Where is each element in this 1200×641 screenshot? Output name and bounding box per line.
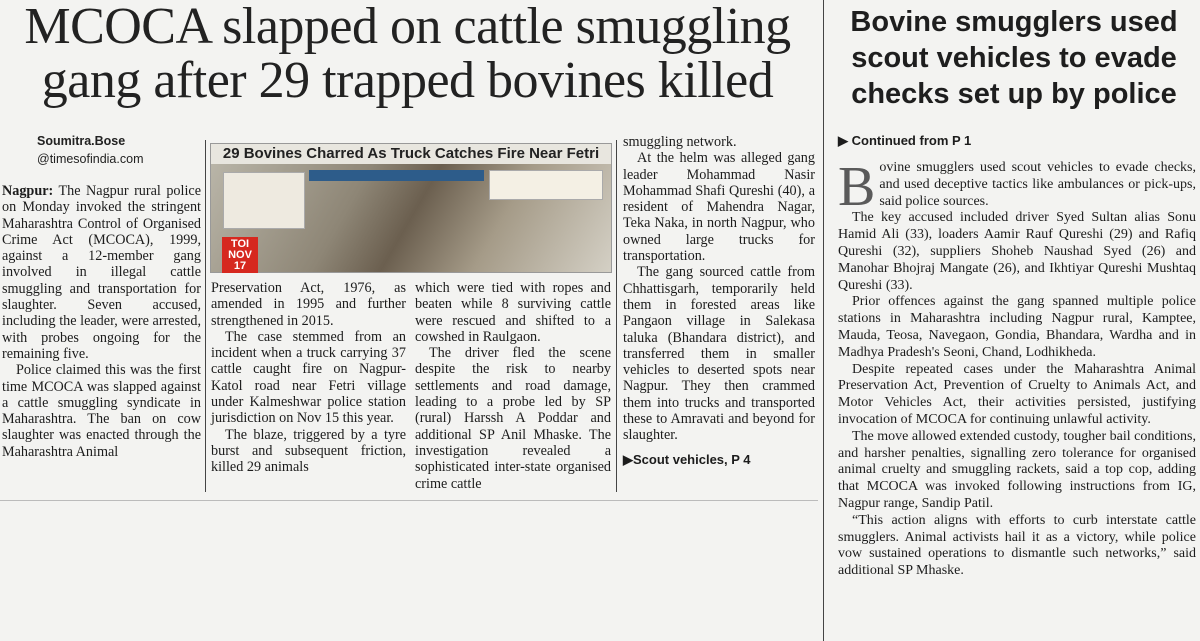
right-headline-line-1: Bovine smugglers used xyxy=(850,6,1178,38)
badge-month: NOV xyxy=(228,249,252,261)
photo-inset-caption xyxy=(223,172,305,229)
left-column-3 xyxy=(415,280,611,492)
paragraph: The gang sourced cattle from Chhattisgarh, temporarily held them in forested areas like Pangaon village in Salekasa taluka (Bhandara district), and transferred them in smaller vehicles to deserted spots near Nagpur. They then crammed them into trucks and transported these to Amravati and beyond for slaughter. xyxy=(623,264,815,444)
left-headline xyxy=(0,0,815,108)
right-headline-line-3: checks set up by police xyxy=(851,78,1177,110)
bottom-rule xyxy=(0,500,818,501)
photo-title: 29 Bovines Charred As Truck Catches Fire Near Fetri xyxy=(211,144,611,164)
paragraph: Police claimed this was the first time MCOCA was slapped against a cattle smuggling syndicate in Maharashtra. The ban on cow slaughter was enacted through the Maharashtra Animal xyxy=(2,362,201,460)
left-column-4 xyxy=(623,134,815,468)
paragraph-text: ovine smugglers used scout vehicles to evade checks, and used deceptive tactics like ambulances or pick-ups, said police sources. xyxy=(879,160,1196,209)
paragraph: The move allowed extended custody, tougher bail conditions, and harsher penalties, signalling zero tolerance for organised animal cruelty and smuggling rackets, said a top cop, adding that MCOCA was invoked following instructions from IG, Nagpur range, Sandip Patil. xyxy=(838,428,1196,511)
byline xyxy=(37,132,143,168)
photo-strap-box xyxy=(489,170,603,200)
right-headline xyxy=(828,4,1200,112)
paragraph: which were tied with ropes and beaten while 8 surviving cattle were rescued and shifted to a cowshed in Raulgaon. xyxy=(415,280,611,345)
right-column xyxy=(838,156,1196,580)
left-column-1 xyxy=(2,183,201,460)
paragraph: “This action aligns with efforts to curb interstate cattle smugglers. Animal activists hail it as a victory, while police vow sustained operations to dismantle such networks,” said additional SP Mhaske. xyxy=(838,512,1196,579)
column-divider xyxy=(205,140,206,492)
badge-day: 17 xyxy=(233,260,247,272)
paragraph: The driver fled the scene despite the risk to nearby settlements and road damage, leading to a probe led by SP (rural) Harssh A Poddar and additional SP Anil Mhaske. The investigation revealed a sophisticated inter-state organised crime cattle xyxy=(415,345,611,492)
byline-name: Soumitra.Bose xyxy=(37,134,126,148)
badge-toi: TOI xyxy=(230,238,250,250)
left-headline-line-2: gang after 29 trapped bovines killed xyxy=(41,52,774,109)
news-photo xyxy=(210,143,612,273)
paragraph: Prior offences against the gang spanned multiple police stations in Maharashtra including Nagpur rural, Kamptee, Mauda, Teosa, Navegaon, Gondia, Bhandara, Wardha and in Madhya Pradesh's Seoni, Chand, Lodhikheda. xyxy=(838,294,1196,360)
paragraph: Despite repeated cases under the Maharashtra Animal Preservation Act, Prevention of Cruelty to Animals Act, and Motor Vehicles Act, their activities persisted, justifying invocation of MCOCA for continuing unlawful activity. xyxy=(838,361,1196,427)
paragraph: smuggling network. xyxy=(623,134,737,150)
paragraph: The case stemmed from an incident when a truck carrying 37 cattle caught fire on Nagpur-Katol road near Fetri village under Kalmeshwar police station jurisdiction on Nov 15 this year. xyxy=(211,328,406,427)
paragraph: The blaze, triggered by a tyre burst and subsequent friction, killed 29 animals xyxy=(211,426,406,476)
right-headline-line-2: scout vehicles to evade xyxy=(851,42,1177,74)
left-headline-line-1: MCOCA slapped on cattle smuggling xyxy=(24,0,791,55)
paragraph: Preservation Act, 1976, as amended in 1995 and further strengthened in 2015. xyxy=(211,280,406,329)
toi-date-badge xyxy=(222,237,258,273)
dateline: Nagpur: xyxy=(2,183,54,199)
paragraph: The key accused included driver Syed Sultan alias Sonu Hamid Ali (33), loaders Aamir Rauf Qureshi (29) and Rafiq Qureshi (32), suppliers Shoheb Naushad Syed (26) and Manohar Bhojraj Mangate (26), and Ikhtiyar Qureshi Mushtaq Qureshi (33). xyxy=(838,210,1196,293)
story-divider xyxy=(823,0,824,641)
drop-cap: B xyxy=(838,156,876,218)
jump-line[interactable]: ▶Scout vehicles, P 4 xyxy=(623,451,751,467)
paragraph: At the helm was alleged gang leader Mohammad Nasir Mohammad Shafi Qureshi (40), a resident of Mahendra Nagar, Teka Naka, in north Nagpur, who owned large trucks for transportation. xyxy=(623,150,815,265)
left-column-2 xyxy=(211,280,406,476)
byline-handle: @timesofindia.com xyxy=(37,152,144,166)
photo-strap xyxy=(309,170,484,181)
paragraph-text: The Nagpur rural police on Monday invoked the stringent Maharashtra Control of Organised Crime Act (MCOCA), 1999, against a 12-member gang involved in illegal cattle smuggling and transportation for slaughter. Seven accused, including the leader, were arrested, with probes ongoing for the remaining five. xyxy=(2,183,201,362)
continued-line[interactable]: ▶ Continued from P 1 xyxy=(838,133,972,148)
paragraph xyxy=(838,156,1196,218)
column-divider xyxy=(616,140,617,492)
paragraph xyxy=(2,183,201,362)
